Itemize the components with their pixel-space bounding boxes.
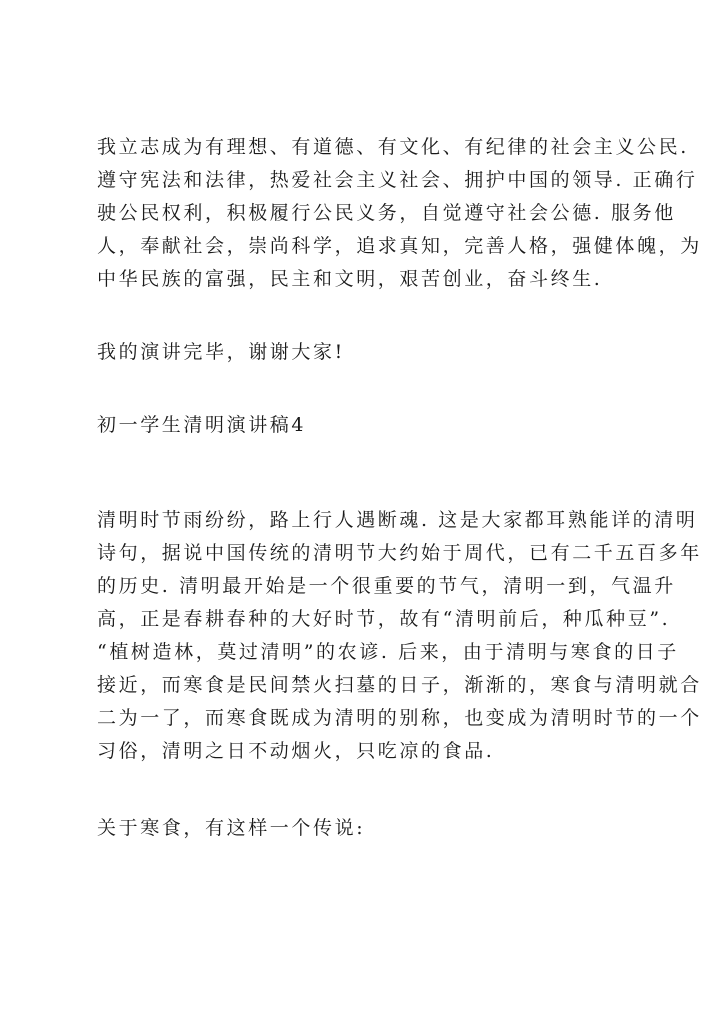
text-line: 接近，而寒食是民间禁火扫墓的日子，渐渐的，寒食与清明就合 — [97, 674, 702, 696]
text-line: 遵守宪法和法律，热爱社会主义社会、拥护中国的领导. 正确行 — [97, 169, 698, 191]
text-line: 关于寒食，有这样一个传说: — [97, 817, 366, 839]
text-line: “植树造林，莫过清明”的农谚. 后来，由于清明与寒食的日子 — [97, 641, 679, 663]
section-heading: 初一学生清明演讲稿4 — [97, 414, 307, 436]
text-line: 诗句，据说中国传统的清明节大约始于周代，已有二千五百多年 — [97, 542, 702, 564]
text-line: 高，正是春耕春种的大好时节，故有“清明前后，种瓜种豆”. — [97, 608, 671, 630]
text-line: 二为一了，而寒食既成为清明的别称，也变成为清明时节的一个 — [97, 707, 702, 729]
text-line: 的历史. 清明最开始是一个很重要的节气，清明一到，气温升 — [97, 575, 676, 597]
text-line: 驶公民权利，积极履行公民义务，自觉遵守社会公德. 服务他 — [97, 202, 676, 224]
text-line: 人，奉献社会，崇尚科学，追求真知，完善人格，强健体魄，为 — [97, 235, 702, 257]
text-line: 清明时节雨纷纷，路上行人遇断魂. 这是大家都耳熟能详的清明 — [97, 509, 698, 531]
text-line: 我立志成为有理想、有道德、有文化、有纪律的社会主义公民. — [97, 136, 689, 158]
text-line: 我的演讲完毕，谢谢大家! — [97, 341, 345, 363]
text-line: 中华民族的富强，民主和文明，艰苦创业，奋斗终生. — [97, 268, 603, 290]
text-line: 习俗，清明之日不动烟火，只吃凉的食品. — [97, 740, 495, 762]
